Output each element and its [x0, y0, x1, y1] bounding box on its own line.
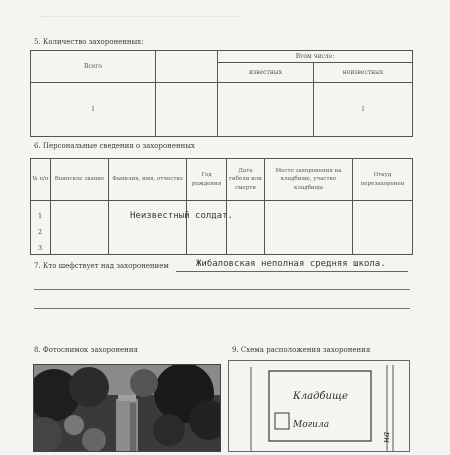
blank-value [156, 83, 218, 137]
hdr-num: № п/п [31, 159, 51, 201]
burial-scheme [228, 360, 410, 452]
hdr-source: Откуд перезахоронен [353, 159, 413, 201]
row-number: 2 [38, 228, 43, 236]
scheme-drawing [229, 361, 409, 451]
row-number: 3 [38, 244, 43, 252]
typed-unknown-soldier: Неизвестный солдат. [130, 211, 233, 221]
road-label: на [382, 431, 392, 443]
patron-line [176, 271, 408, 272]
col-total: Всего [31, 51, 156, 83]
row-numbers [38, 208, 46, 256]
personal-data-table [30, 158, 413, 255]
photo-image [34, 365, 220, 451]
row-number: 1 [38, 212, 43, 220]
section9-title: 9. Схема расположения захоронения [232, 346, 371, 354]
col-including: Втом числе: [218, 51, 413, 63]
grave-photo [33, 364, 221, 452]
known-value [218, 83, 314, 137]
typed-patron: Жибаловская неполная средняя школа. [196, 259, 386, 269]
cemetery-label: Кладбище [293, 391, 348, 402]
unknown-value: I [314, 83, 413, 137]
hdr-rank: Воинское звание [51, 159, 109, 201]
burial-count-table [30, 50, 413, 137]
hdr-death: Дата гибели или смерти [227, 159, 265, 201]
grave-label: Могила [293, 420, 330, 430]
hdr-birth: Год рождения [187, 159, 227, 201]
section5-title: 5. Количество захороненных: [34, 38, 144, 46]
col-known: известных [218, 63, 314, 83]
total-value: I [31, 83, 156, 137]
scan-artifact [40, 6, 240, 17]
blank-line [34, 289, 410, 290]
hdr-name: Фамилия, имя, отчество [109, 159, 187, 201]
col-blank [156, 51, 218, 83]
section7-title: 7. Кто шефствует над захоронением [34, 262, 169, 270]
col-unknown: неизвестных [314, 63, 413, 83]
section6-title: 6. Персональные сведения о захороненных [34, 142, 195, 150]
section8-title: 8. Фотоснимок захоронения [34, 346, 138, 354]
blank-line [34, 308, 410, 309]
hdr-place: Место захоронения на кладбище, участке кладбища [265, 159, 353, 201]
